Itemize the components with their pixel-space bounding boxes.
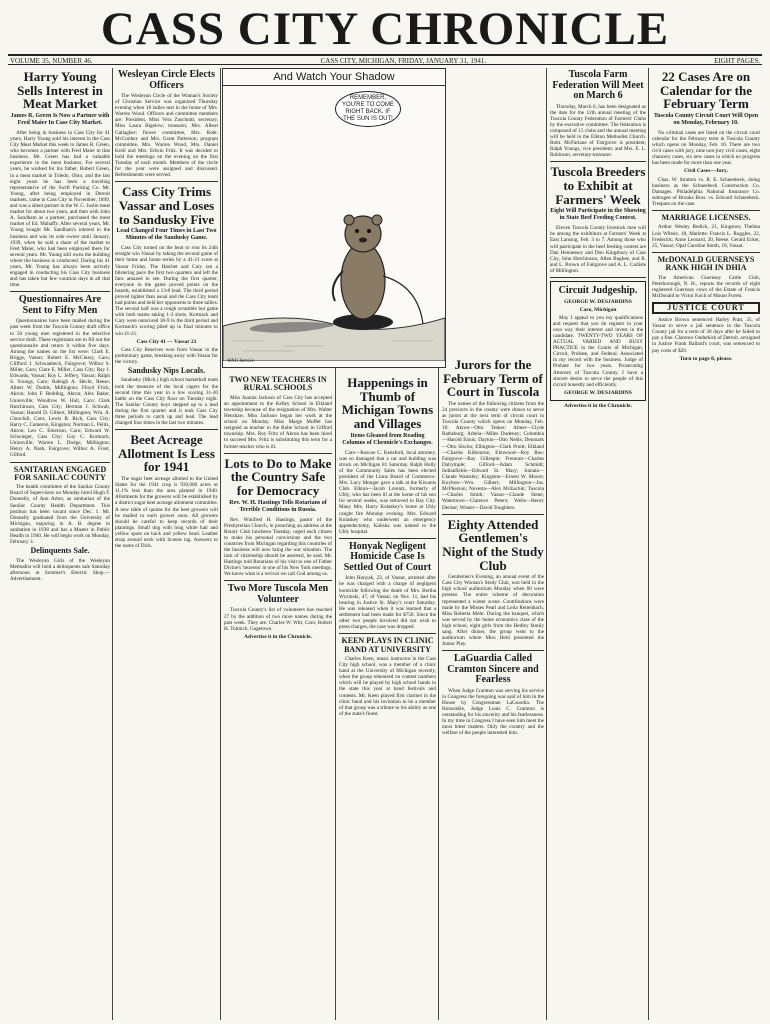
political-ad bbox=[550, 281, 646, 401]
subhead-basketball: Lead Changed Four Times in Last Two Minutes of the Sandusky Game. bbox=[116, 228, 217, 242]
place-date: CASS CITY, MICHIGAN, FRIDAY, JANUARY 31, 1941. bbox=[320, 57, 487, 65]
newspaper-title: CASS CITY CHRONICLE bbox=[100, 3, 670, 55]
headline-happenings: Happenings in Thumb of Michigan Towns and Villages bbox=[341, 375, 434, 431]
subhead-meat-market: James R. Green Is Now a Partner with Fred Maier In Cass City Market. bbox=[10, 112, 110, 126]
ad-signature: GEORGE W. DESJARDINS bbox=[564, 389, 632, 396]
column-6 bbox=[548, 68, 648, 1020]
headline-volunteers: Two More Tuscola Men Volunteer bbox=[227, 583, 329, 605]
divider bbox=[115, 181, 218, 182]
article-study-club: Gentlemen's Evening, an annual event of the Cass City Woman's Study Club, was held in the high school auditorium Monday when 80 were present. The entire scheme of decoration represented a winter scene. Contributions were made by the Misses Pearl and Leila Reitenbach, Miss Roberta Mohr. During the banquet, which was served by the home economics class of the high school, eight girls from the Hedley family sang. After dinner, the group went to the auditorium where Miss Heid presented the Junior Play. bbox=[442, 574, 544, 648]
article-guernseys: The American Guernsey Cattle Club, Peterborough, N. H., reports the records of eight registered Guernsey cows of the Estate of Francis McDonald to Victor Koch of Mount Forest. bbox=[652, 274, 760, 299]
article-laguardia: When Judge Cramton was serving his service in Congress the foregoing was said of him in the House by Congressman LaGuardia. The Honorable, Judge Louis C. Cramton is outstanding for his sincerity and his fearlessness. In my time in Congress I have seen him meet the most bitter matters. Only the country and the welfare of the people interested him. bbox=[442, 687, 544, 737]
divider bbox=[442, 514, 544, 515]
article-sandusky: Sandusky (Mich.) high school basketball team took the measure of the local cagers for the second time this year in a low scoring 31-30 battle on the Cass City floor on Tuesday night. The Sanilac County boys stepped up to a lead during the first quarter and it took Cass City three periods to catch up and lead. The lead changed four times in the last two minutes. bbox=[115, 377, 218, 427]
subhead-happenings: Items Gleaned from Reading Columns of Chronicle's Exchanges. bbox=[342, 432, 433, 446]
speech-bubble: REMEMBER, YOU'RE TO COME RIGHT BACK, IF THE SUN IS OUT! bbox=[335, 91, 401, 127]
subhead-democracy: Rev. W. H. Hastings Tells Rotarians of Terrible Conditions in Russia. bbox=[229, 499, 327, 513]
divider bbox=[339, 633, 436, 634]
article-calendar: No criminal cases are listed on the circuit court calendar for the February term in Tuscola County which opens on Monday, Feb. 10. There are two civil cases with jury, nine non-jury civil cases, eight chancery cases, six new cases in which no progress has been made for more than one year. bbox=[652, 129, 760, 167]
headline-meat-market: Harry Young Sells Interest in Meat Market bbox=[17, 69, 103, 112]
article-questionnaires: Questionnaires have been mailed during the past week from the Tuscola County draft office to 50 young men registered in the selective service draft. These registrants are to fill out the questionnaire and return it within five days. Among the names on the list were: Clark E. Briggs, Vassar; Robert E. McCleary, Caro; Clifford J. Schwanbeck, Fairgrove; Wilbur S. Miller, Caro; Clare E. Miller, Cass City; Ray J. Edwards, Vassar; Roy L. Jeffery, Vassar; Ralph S. Youngs, Caro; Raleigh A. Hecht, Reese; Albert W. Dodds, Millington; Floyd Frick, Akron; John F. Redding, Akron; Alex Baker, Unionville; Woodrow W. Hall, Caro; Clark Hutchinson, Cass City; Herman J. Schwab, Vassar; Harold D. Gilbert, Millington; Wm. A. Churchill, Caro; Lewis R. Rich, Cass City; Harry C. Cameron, Kingston; Norman L. Pelitz, Akron; Leo C. Emerson, Caro; Edward W. Schwieger, Cass City; Guy C. Kortnack, Unionville; Warren L. Dodge, Millington; Henry A. Nash, Fairgrove; Wilbur A. Frost, Gilford. bbox=[10, 318, 110, 459]
divider bbox=[550, 277, 646, 278]
headline-jurors: Jurors for the February Term of Court in Tuscola bbox=[443, 357, 543, 400]
divider bbox=[652, 210, 760, 211]
headline-delinquents-sale: Delinquents Sale. bbox=[30, 546, 90, 556]
article-honyak: John Honyak, 23, of Vassar, arrested after he was charged with a charge of negligent homicide following the death of Mrs. Bertha Wyzinski, 47, of Vassar, on Nov. 11, had his hearing in Justice St. Mary's court Saturday. He was released when it was learned that a settlement had been made for $750. Since the other two people involved did not wish to press charges, the case was dropped. bbox=[339, 575, 436, 631]
headline-laguardia: LaGuardia Called Cramton Sincere and Fearless bbox=[447, 653, 539, 686]
divider bbox=[224, 580, 332, 581]
volume-number: VOLUME 35, NUMBER 46. bbox=[10, 57, 93, 65]
headline-marriage-licenses: MARRIAGE LICENSES. bbox=[661, 213, 751, 223]
headline-questionnaires: Questionnaires Are Sent to Fifty Men bbox=[18, 294, 102, 316]
headline-beet-acreage: Beet Acreage Allotment Is Less for 1941 bbox=[118, 432, 215, 475]
subhead-breeders: Eight Will Participate in the Showing in State Beef Feeding Contest. bbox=[550, 208, 646, 222]
article-sanitarian: The health committee of the Sanilac County Board of Supervisors on Monday hired Hugh F. Donnelly, of Ann Arbor, as sanitarian of the Sanilac County Health Department. This position has been vacant since Dec. 1. Mr. Donnelly graduated from the University of Michigan, majoring in A. B. degree in sanitation in 1938 and has a Master in Public Health in 1940. He will begin work on Monday, February 3. bbox=[10, 484, 110, 546]
divider bbox=[224, 453, 332, 454]
article-civil-cases: Chas. W. Stratton vs. R. E. Schneebeck, doing business as the Schneebeck Construction Co. Damages. Philadelphia National Insurance Co. subrogee of Brooks Bros. vs. Edward Schneebeck. Trespass on the case. bbox=[652, 176, 760, 207]
article-wesleyan-circle: The Wesleyan Circle of the Woman's Society of Christian Service was organized Thursday evening when 18 ladies met in the home of Mrs. Warren Wood. Officers and committee members are: President, Miss Vera Zuschnitt; secretary, Miss Laura Bigelow; treasurer, Mrs. Albert Gallagher; flower committee, Mrs. Robt. McConkey and Mrs. Grant Patterson; program committee, Mrs. Warren Wood, Mrs. Daniel Krell and Mrs. Edwin Fritz. It was decided to hold the meetings on the evening on the first Tuesday of each month. Members of the circle for the year were assigned and discussed. Refreshments were served. bbox=[115, 93, 218, 179]
headline-wesleyan-circle: Wesleyan Circle Elects Officers bbox=[117, 69, 216, 91]
divider bbox=[10, 291, 110, 292]
article-justice-court: Justice Brown sentenced Harley Pratt, 35, of Vassar to serve a jail sentence in the Tuscola County jail for a term of 30 days after he failed to pay a fine. Clarence Ouderkirk of Detroit, arraigned in Justice Frank Ballard's court, was sentenced to pay costs of $20. bbox=[652, 317, 760, 354]
article-happenings: Caro—Roscoe C. Kensford, local attorney, was so damaged that a car and building was struck on Michigan 81 Saturday. Ralph Holly of the Community Sales has been elected president of the Lions Board of Commerce. Mrs. Lucy Monger gave a talk at the Kiwanis Club. Elkton—Jacob Lorentz, formerly of Ubly, who has been ill at the home of his son for several weeks, was removed to Bay City. Many Mrs. Harry Kolaskey's home at Ubly caught fire Monday evening. Mrs. Edward Kolaskey who underwent an emergency appendectomy, Kaliska was named to the Ubly hospital. bbox=[339, 449, 436, 535]
page-count: EIGHT PAGES. bbox=[714, 57, 760, 65]
divider bbox=[339, 538, 436, 539]
headline-circuit-judgeship: Circuit Judgeship. bbox=[558, 285, 638, 297]
advertise-footer: Advertise it in the Chronicle. bbox=[244, 633, 312, 640]
article-democracy: Rev. Winifred H. Hastings, pastor of the Presbyterian Church, in preaching an address at the Rotary Club luncheon Tuesday, urged each citizen to make his personal convictions and the two countries from Michigan regarding this countries of the business will now bring the war situation. The lack of citizenship should be asserted, he said. Mr. Hastings told Rotarians of his visit to one of Father Divine's 'heavens' in one of his New York meetings. We know what is a revival we call God among us. bbox=[224, 516, 332, 578]
headline-sandusky: Sandusky Nips Locals. bbox=[127, 366, 206, 376]
justice-court-banner: JUSTICE COURT bbox=[652, 302, 760, 314]
headline-calendar: 22 Cases Are on Calendar for the February Term bbox=[660, 69, 752, 112]
column-7 bbox=[650, 68, 762, 1020]
subhead-calendar: Tuscola County Circuit Court Will Open on Monday, February 10. bbox=[653, 112, 759, 126]
cartoon-credit: WNU Service bbox=[227, 359, 255, 364]
divider bbox=[550, 161, 646, 162]
article-jurors: The names of the following citizens from the 24 precincts in the county were drawn to serve as jurors at the next term of circuit court in Tuscola County which opens on Monday, Feb. 10: Akron—Otto Tesker; Almer—Clyde Rathsburg; Arbela—Miles Dudeney; Columbia—Harold Ennis; Dayton—Otto Nehls; Denmark—Otto Sischo; Ellington—Clark Pruitt; Elkland—Charles Kilbourne; Elmwood—Roy Roe; Fairgrove—Ray Gillespie; Fremont—Charles Dalrymple; Gilford—Adam Schmidt; Indianfields—Edward St. Mary; Juniata—Claude Wamsley; Kingston—Ernest W. Moore; Koylton—Wm. Gilbert; Millington—Jas. McPherson; Novesta—Alex McEachin; Tuscola—Charles Smith; Vassar—Claude Stene; Watertown—Clarence Peters; Wells—Henry Decker; Wisner—David Toughlers. bbox=[442, 400, 544, 511]
column-2 bbox=[113, 68, 220, 1020]
article-beet-acreage: The sugar beet acreage allotted to the United States for the 1941 crop is 930,000 acres or 11.1% less than the area planted in 1940. Allotments for the growers will be established by a district sugar beet acreage allotment committee. A new table of quotas for the beet growers will be mailed to each grower soon. All growers should be careful to keep records of their plantings. Small dog with long white hair and yellow spots on back and yellow head. Leather strap around neck with license tag. Answers to the name of Dick. bbox=[115, 476, 218, 550]
headline-study-club: Eighty Attended Gentlemen's Night of the Study Club bbox=[442, 516, 544, 573]
column-5 bbox=[440, 68, 546, 1020]
column-4 bbox=[337, 374, 438, 1020]
divider bbox=[442, 650, 544, 651]
cartoon-frame bbox=[222, 68, 446, 368]
article-marriage-licenses: Arthur Wesley Redick, 21, Kingston; Thelma Lois Wiltsie, 18, Marlette. Francis L. Ruggles, 22, Frederick; Anne Leonard, 20, Reese. Gerald Ecker, 25, Vassar; Opal Caroline Smith, 18, Vassar. bbox=[652, 224, 760, 249]
ad-body: May I appeal to you my qualifications and request that you do register in your own way their interest and invest in the candidate. TWENTY-TWO YEARS OF ACTUAL VARIED AND BUSY PRACTICE in the Courts of Michigan, Circuit, Probate, and Federal. Associated in my record with the business. Judge of Probate for two years. Prosecuting Attorney of Tuscola County. I have a sincere desire to serve the people of this circuit honestly and efficiently. bbox=[553, 314, 643, 388]
continued-note: Turn to page 8, please. bbox=[679, 355, 733, 362]
article-new-teachers: Miss Juanita Jackson of Cass City has accepted an appointment to the Kelley School in Elkland township because of the resignation of Mrs. Walter Henshaw. Miss Jackson began her work at the school on Monday. Miss Marge Moffet has resigned as teacher in the Rube School in Gifford township. Mrs. Roy Fritz of Akron has been hired to succeed Mrs. Fritz is substituting this term for a former teacher who is ill. bbox=[224, 394, 332, 450]
article-reserves: Cass City Reserves won from Vassar in the preliminary game, breaking away with Vassar for the victory. bbox=[115, 346, 218, 365]
article-meat-market: After being in business in Cass City for 41 years, Harry Young sold his interest in the Cass City Meat Market this week to James R. Green, who becomes a partner with Fred Maier in that business. Mr. Green has had a valuable experience in the meat business. For several years, he worked for his father, Robert Green, in a meat market in Toledo, Ohio, and the last eight years he has been a traveling representative of the Swift Packing Co. Mr. Young, after being employed in Detroit markets, came to Cass City in November, 1899, and was a silent partner in the W. C. Joslin meat market for about two years, and then with John A. Sandham as a partner, purchased the meat market of Ed. Mahaffy. After several years, Mr. Young bought Mr. Sandham's interest in the business and was its sole owner until January, 1939, when he sold a share of the market to Fred Maier, who had been employed there for several years. Mr. Young still owns the building where the business is conducted. During his 41 years, Mr. Young has always been actively engaged in conducting his Cass City business and has taken but few vacation days in all that time. bbox=[10, 129, 110, 289]
article-volunteers: Tuscola County's list of volunteers has reached 27 by the addition of two more names during the past week. They are: Charles W. Witt, Caro; Robert H. Tolmich, Gagetown. bbox=[224, 607, 332, 632]
article-basketball: Cass City turned on the heat to rout its 24th straight win Vassar by taking the second game of their home and home series by a 41-21 score at Vassar Friday. The Hatchet and Cary ran a blistering pace the first two quarters and left the fans amazed to see. During the first quarter, everyone in the game proved points on the boards, established a 13-8 lead. The third period proved tighter than usual and the Cass City team had points and held her opponents to three tallies. The second half was a rough scramble but game with both teams taking 1-3 shots. Kortnack and Cary were outscored 30-9 in the third period and Kortnack's scoring piled up in final minutes to win 41-21. bbox=[115, 245, 219, 337]
headline-farm-federation: Tuscola Farm Federation Will Meet on March 6 bbox=[552, 69, 644, 101]
advertise-footer: Advertise it in the Chronicle. bbox=[564, 402, 632, 409]
divider bbox=[115, 429, 218, 430]
article-breeders: Eleven Tuscola County livestock men will be among the exhibitors at Farmers' Week at East Lansing, Feb. 3 to 7. Among those who will participate in the beef feeding contest are Dan Hennessey and Don Kingsbury of Cass City, John Hutchinson, Allen Bugbee, and R. and L. Brown of Fairgrove and A. L. Carlisle of Millington. bbox=[550, 225, 646, 274]
divider bbox=[652, 252, 760, 253]
headline-honyak: Honyak Negligent Homicide Case Is Settled Out of Court bbox=[343, 540, 432, 573]
headline-guernseys: McDONALD GUERNSEYS RANK HIGH IN DHIA bbox=[657, 254, 755, 273]
ad-candidate-name: GEORGE W. DESJARDINS bbox=[564, 298, 632, 305]
dateline bbox=[8, 54, 762, 65]
list-title-civil-cases: Civil Cases—Jury. bbox=[684, 168, 728, 175]
column-rule bbox=[546, 68, 547, 1020]
ad-candidate-place: Caro, Michigan bbox=[579, 306, 617, 313]
box-score: Cass City 41 — Vassar 21 bbox=[136, 338, 197, 345]
masthead bbox=[8, 4, 762, 54]
cartoon-title: And Watch Your Shadow bbox=[223, 69, 445, 86]
headline-democracy: Lots to Do to Make the Country Safe for Democracy bbox=[224, 455, 332, 498]
headline-breeders: Tuscola Breeders to Exhibit at Farmers' Week bbox=[550, 164, 646, 207]
column-3 bbox=[222, 374, 334, 1020]
column-1 bbox=[8, 68, 112, 1020]
groundhog-illustration bbox=[223, 86, 445, 361]
headline-sanitarian: SANITARIAN ENGAGED FOR SANILAC COUNTY bbox=[13, 464, 107, 482]
column-rule bbox=[648, 68, 649, 1020]
article-farm-federation: Thursday, March 6, has been designated as the date for the 12th annual meeting of the Tuscola County Federation of Farmers' Clubs by the executive committee. The federation is composed of 15 clubs and the annual meeting will be held in the Elkton Methodist Church. Robt. McFarlane of Fairgrove is president; Ralph Youngs, vice president; and Mrs. E. L. Robinson, secretary-treasurer. bbox=[550, 103, 646, 159]
columns bbox=[8, 68, 762, 1020]
article-delinquents-sale: The Wesleyan Girls of the Wesleyan Methodist will hold a delinquents sale Saturday afternoon at Sommer's Electric Shop.—Advertisement. bbox=[10, 557, 110, 582]
headline-basketball: Cass City Trims Vassar and Loses to Sandusky Five bbox=[118, 184, 215, 227]
cartoon-panel bbox=[222, 68, 446, 370]
headline-keen: KEEN PLAYS IN CLINIC BAND AT UNIVERSITY bbox=[341, 636, 434, 654]
headline-new-teachers: TWO NEW TEACHERS IN RURAL SCHOOLS bbox=[229, 375, 327, 393]
divider bbox=[10, 462, 110, 463]
article-keen: Charles Keen, music instructor in the Cass City high school, was a member of a clinic band at the University of Michigan recently, when the group rehearsed on contest numbers which will be played by high school bands in the state this year at band festivals and contests. Mr. Keen played first clarinet in the clinic band and his invitation to be a member of that group was a tribute to his ability as one of the state's finest. bbox=[339, 656, 436, 717]
column-rule bbox=[220, 68, 221, 1020]
